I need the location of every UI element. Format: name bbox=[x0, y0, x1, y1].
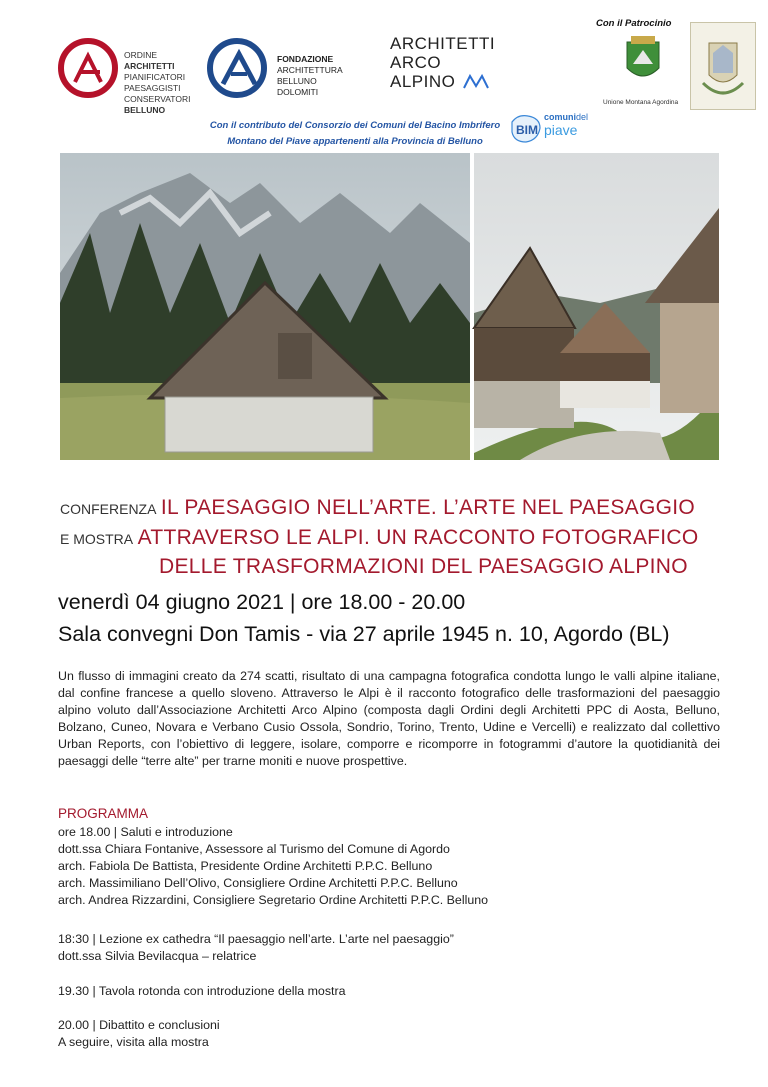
svg-text:BIM: BIM bbox=[516, 123, 538, 137]
ordine-line-6: BELLUNO bbox=[124, 105, 166, 115]
arco-line-3-wrap bbox=[390, 72, 530, 91]
programme-title: PROGRAMMA bbox=[58, 806, 149, 821]
mountain-icon bbox=[463, 73, 489, 89]
event-description: Un flusso di immagini creato da 274 scatti, risultato di una campagna fotografica condotta lungo le valli alpine italiane, dal confine francese a quello sloveno. Attraverso le Alpi è il racconto fotografico delle trasformazioni del paesaggio alpino voluto dall’Associazione Architetti Arco Alpino (composta dagli Ordini degli Architetti PPC di Aosta, Belluno, Bolzano, Cuneo, Novara e Verbano Cusio Ossola, Sondrio, Torino, Trento, Udine e Vercelli) e realizzato dal collettivo Urban Reports, con l’obiettivo di leggere, isolare, comporre e ricomporre in fotogrammi d’autore la quotidianità dei paesaggi delle “terre alte” per trarne moniti e nuove prospettive. bbox=[58, 669, 720, 768]
conference-label: CONFERENZA bbox=[60, 501, 157, 517]
exhibition-heading bbox=[60, 526, 699, 550]
hero-photograph bbox=[60, 153, 719, 460]
arco-line-1: ARCHITETTI bbox=[390, 34, 496, 53]
contribution-line-2: Montano del Piave appartenenti alla Provincia di Belluno bbox=[227, 136, 483, 147]
ordine-line-1: ORDINE bbox=[124, 50, 158, 60]
unione-label: Unione Montana Agordina bbox=[603, 99, 679, 106]
contribution-line-1: Con il contributo del Consorzio dei Comuni del Bacino Imbrifero bbox=[209, 120, 501, 131]
bim-map-icon bbox=[508, 112, 544, 146]
arco-line-3: ALPINO bbox=[390, 72, 456, 91]
fondazione-logo-symbol bbox=[219, 48, 259, 88]
programme-line: arch. Fabiola De Battista, Presidente Ordine Architetti P.P.C. Belluno bbox=[58, 859, 433, 873]
patrocinio-label: Con il Patrocinio bbox=[596, 18, 672, 29]
conference-heading bbox=[60, 496, 695, 520]
bim-label-1: comuni bbox=[544, 112, 577, 122]
fondazione-line-3: BELLUNO bbox=[277, 76, 317, 86]
programme-line: arch. Andrea Rizzardini, Consigliere Segretario Ordine Architetti P.P.C. Belluno bbox=[58, 893, 488, 907]
exhibition-title-1: ATTRAVERSO LE ALPI. UN RACCONTO FOTOGRAFICO bbox=[137, 526, 699, 549]
programme-line: ore 18.00 | Saluti e introduzione bbox=[58, 825, 233, 839]
arco-alpino-logo bbox=[390, 34, 530, 94]
programme-line: dott.ssa Silvia Bevilacqua – relatrice bbox=[58, 949, 257, 963]
crest-icon bbox=[691, 23, 755, 109]
coat-of-arms-icon bbox=[603, 34, 683, 90]
programme-line: 20.00 | Dibattito e conclusioni bbox=[58, 1018, 220, 1032]
programme-line: dott.ssa Chiara Fontanive, Assessore al Turismo del Comune di Agordo bbox=[58, 842, 450, 856]
fondazione-line-4: DOLOMITI bbox=[277, 87, 319, 97]
fondazione-line-1: FONDAZIONE bbox=[277, 54, 334, 64]
hero-photo-art bbox=[60, 153, 719, 460]
ordine-line-4: PAESAGGISTI bbox=[124, 83, 181, 93]
ordine-architetti-logo bbox=[58, 34, 198, 115]
ordine-line-5: CONSERVATORI bbox=[124, 94, 191, 104]
ordine-logo-text bbox=[124, 50, 190, 116]
ordine-logo-symbol bbox=[70, 50, 106, 86]
event-venue: Sala convegni Don Tamis - via 27 aprile 1945 n. 10, Agordo (BL) bbox=[58, 622, 670, 646]
fondazione-line-2: ARCHITETTURA bbox=[277, 65, 343, 75]
bim-label-1-wrap bbox=[544, 112, 588, 122]
exhibition-title-2: DELLE TRASFORMAZIONI DEL PAESAGGIO ALPINO bbox=[159, 555, 688, 578]
programme-line: A seguire, visita alla mostra bbox=[58, 1035, 209, 1049]
contribution-note bbox=[190, 118, 520, 150]
bim-label-2: del bbox=[576, 112, 589, 122]
event-date: venerdì 04 giugno 2021 | ore 18.00 - 20.00 bbox=[58, 590, 466, 614]
fondazione-logo-text bbox=[277, 54, 343, 98]
conference-title: IL PAESAGGIO NELL’ARTE. L’ARTE NEL PAESAGGIO bbox=[160, 496, 696, 519]
ordine-line-3: PIANIFICATORI bbox=[124, 72, 186, 82]
programme-line: 18:30 | Lezione ex cathedra “Il paesaggio nell’arte. L’arte nel paesaggio” bbox=[58, 932, 454, 946]
exhibition-label: E MOSTRA bbox=[60, 531, 134, 547]
ordine-line-2: ARCHITETTI bbox=[124, 61, 175, 71]
bim-logo bbox=[508, 110, 598, 148]
fondazione-logo bbox=[207, 34, 357, 104]
municipal-crest bbox=[690, 22, 756, 110]
programme-line: arch. Massimiliano Dell’Olivo, Consigliere Ordine Architetti P.P.C. Belluno bbox=[58, 876, 458, 890]
programme-line: 19.30 | Tavola rotonda con introduzione della mostra bbox=[58, 984, 346, 998]
unione-montana-logo bbox=[603, 34, 683, 104]
bim-label-3: piave bbox=[544, 122, 578, 138]
arco-line-2: ARCO bbox=[390, 53, 442, 72]
